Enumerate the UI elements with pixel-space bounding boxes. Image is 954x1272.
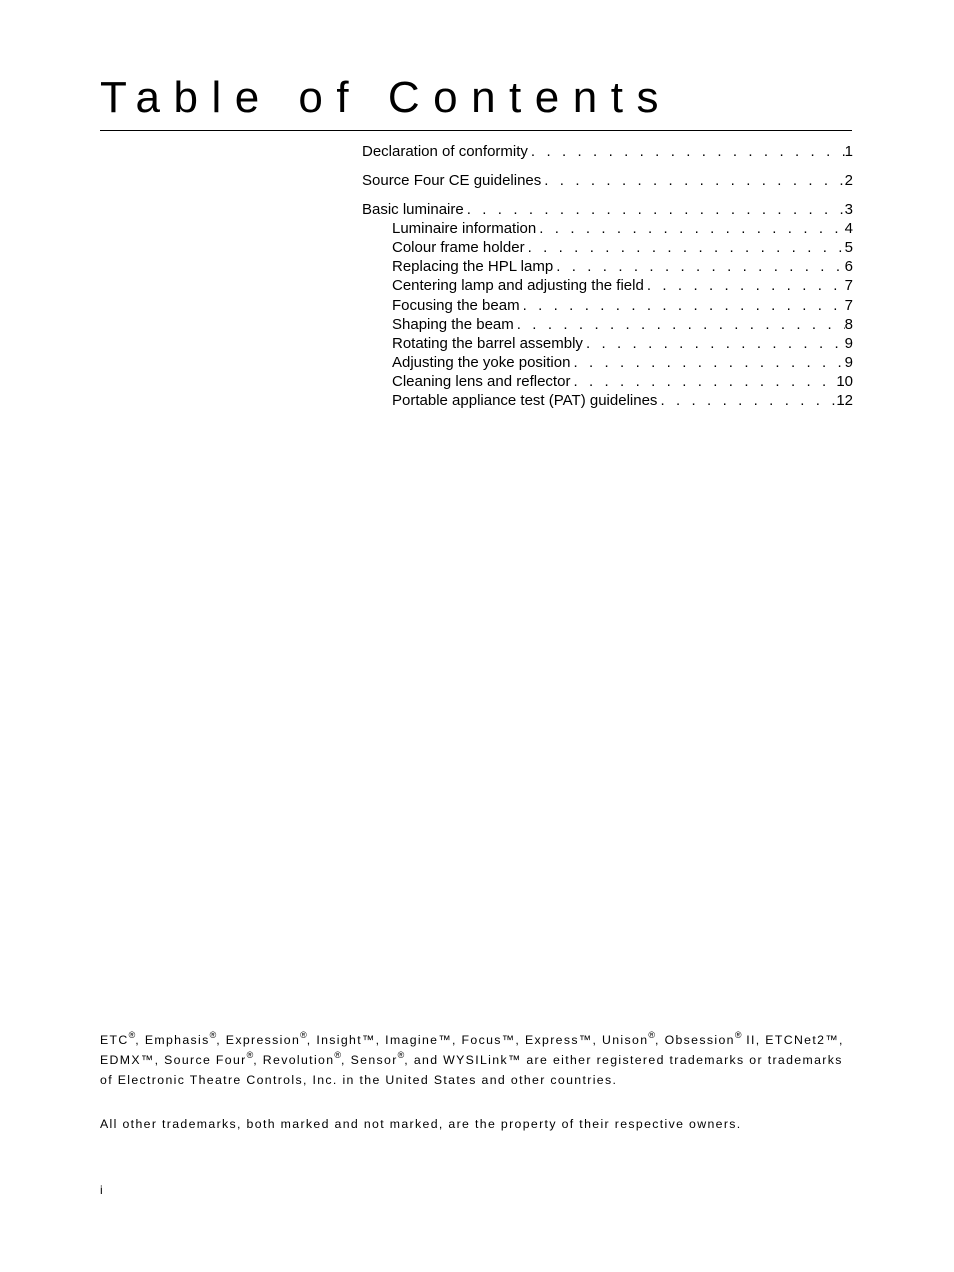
table-of-contents xyxy=(362,142,853,411)
trademark-line-2 xyxy=(100,1050,860,1070)
page-title: Table of Contents xyxy=(100,73,672,122)
toc-subsection-entry[interactable] xyxy=(362,238,853,257)
toc-entry-page: 2 xyxy=(844,171,853,189)
trademark-text: , Revolution xyxy=(253,1053,335,1067)
registered-mark: ® xyxy=(734,1029,742,1040)
toc-subsection-entry[interactable] xyxy=(362,257,853,276)
toc-entry-page: 5 xyxy=(844,238,853,256)
registered-mark: ® xyxy=(209,1029,217,1040)
toc-dot-leader xyxy=(525,238,845,257)
toc-entry-label: Focusing the beam xyxy=(392,296,520,314)
registered-mark: ® xyxy=(648,1029,656,1040)
trademark-text: ETC xyxy=(100,1033,129,1047)
toc-entry-page: 1 xyxy=(844,143,853,160)
page-number: i xyxy=(100,1183,103,1197)
toc-entry-label: Cleaning lens and reflector xyxy=(392,373,571,391)
toc-entry-label: Portable appliance test (PAT) guidelines xyxy=(392,392,658,410)
trademark-text: EDMX™, Source Four xyxy=(100,1053,247,1067)
registered-mark: ® xyxy=(397,1049,405,1060)
toc-dot-leader xyxy=(541,171,844,190)
toc-dot-leader xyxy=(464,200,845,219)
toc-entry-label: Centering lamp and adjusting the field xyxy=(392,277,644,295)
toc-subsection-entry[interactable] xyxy=(362,296,853,315)
toc-dot-leader xyxy=(583,334,845,353)
toc-dot-leader xyxy=(520,296,845,315)
toc-entry-page: 7 xyxy=(844,296,853,314)
trademark-line-1 xyxy=(100,1030,860,1050)
toc-section-entry[interactable] xyxy=(362,142,853,161)
toc-subsection-entry[interactable] xyxy=(362,334,853,353)
toc-section-entry[interactable] xyxy=(362,171,853,190)
toc-entry-label: Basic luminaire xyxy=(362,200,464,218)
trademark-text: , and WYSILink™ are either registered trademarks or trademarks xyxy=(404,1053,843,1067)
toc-entry-label: Replacing the HPL lamp xyxy=(392,258,554,276)
toc-subsection-entry[interactable] xyxy=(362,353,853,372)
other-trademarks-note: All other trademarks, both marked and not marked, are the property of their respective owners. xyxy=(100,1117,742,1131)
toc-dot-leader xyxy=(514,315,845,334)
trademark-text: II, ETCNet2™, xyxy=(741,1033,844,1047)
toc-subsection-entry[interactable] xyxy=(362,372,853,391)
toc-dot-leader xyxy=(570,372,836,391)
toc-subsection-entry[interactable] xyxy=(362,219,853,238)
toc-dot-leader xyxy=(657,391,836,410)
trademark-text: , Expression xyxy=(216,1033,301,1047)
toc-entry-label: Luminaire information xyxy=(392,219,537,237)
toc-entry-page: 3 xyxy=(844,200,853,218)
registered-mark: ® xyxy=(246,1049,254,1060)
toc-entry-page: 4 xyxy=(844,219,853,237)
toc-entry-page: 12 xyxy=(836,392,853,410)
toc-subsection-entry[interactable] xyxy=(362,276,853,295)
toc-entry-page: 9 xyxy=(844,334,853,352)
toc-entry-label: Source Four CE guidelines xyxy=(362,171,542,189)
toc-entry-page: 6 xyxy=(844,258,853,276)
toc-dot-leader xyxy=(644,276,845,295)
toc-dot-leader xyxy=(528,142,845,161)
registered-mark: ® xyxy=(334,1049,342,1060)
toc-subsection-entry[interactable] xyxy=(362,391,853,410)
registered-mark: ® xyxy=(128,1029,136,1040)
toc-entry-page: 7 xyxy=(844,277,853,295)
toc-entry-label: Adjusting the yoke position xyxy=(392,354,571,372)
toc-entry-label: Rotating the barrel assembly xyxy=(392,334,583,352)
trademark-notice xyxy=(100,1030,860,1090)
toc-entry-page: 10 xyxy=(836,373,853,391)
toc-entry-label: Colour frame holder xyxy=(392,238,525,256)
toc-dot-leader xyxy=(553,257,844,276)
toc-dot-leader xyxy=(536,219,844,238)
toc-subsection-entry[interactable] xyxy=(362,315,853,334)
registered-mark: ® xyxy=(300,1029,307,1040)
toc-entry-label: Shaping the beam xyxy=(392,315,514,333)
trademark-text: , Insight™, Imagine™, Focus™, Express™, Unison xyxy=(306,1033,649,1047)
trademark-text: , Obsession xyxy=(655,1033,735,1047)
toc-entry-page: 9 xyxy=(844,354,853,372)
toc-entry-page: 8 xyxy=(844,315,853,333)
toc-entry-label: Declaration of conformity xyxy=(362,143,528,160)
toc-dot-leader xyxy=(570,353,844,372)
title-divider xyxy=(100,130,852,131)
trademark-text: , Emphasis xyxy=(135,1033,210,1047)
trademark-line-3: of Electronic Theatre Controls, Inc. in the United States and other countries. xyxy=(100,1073,618,1087)
toc-section-entry[interactable] xyxy=(362,200,853,219)
trademark-text: , Sensor xyxy=(341,1053,398,1067)
